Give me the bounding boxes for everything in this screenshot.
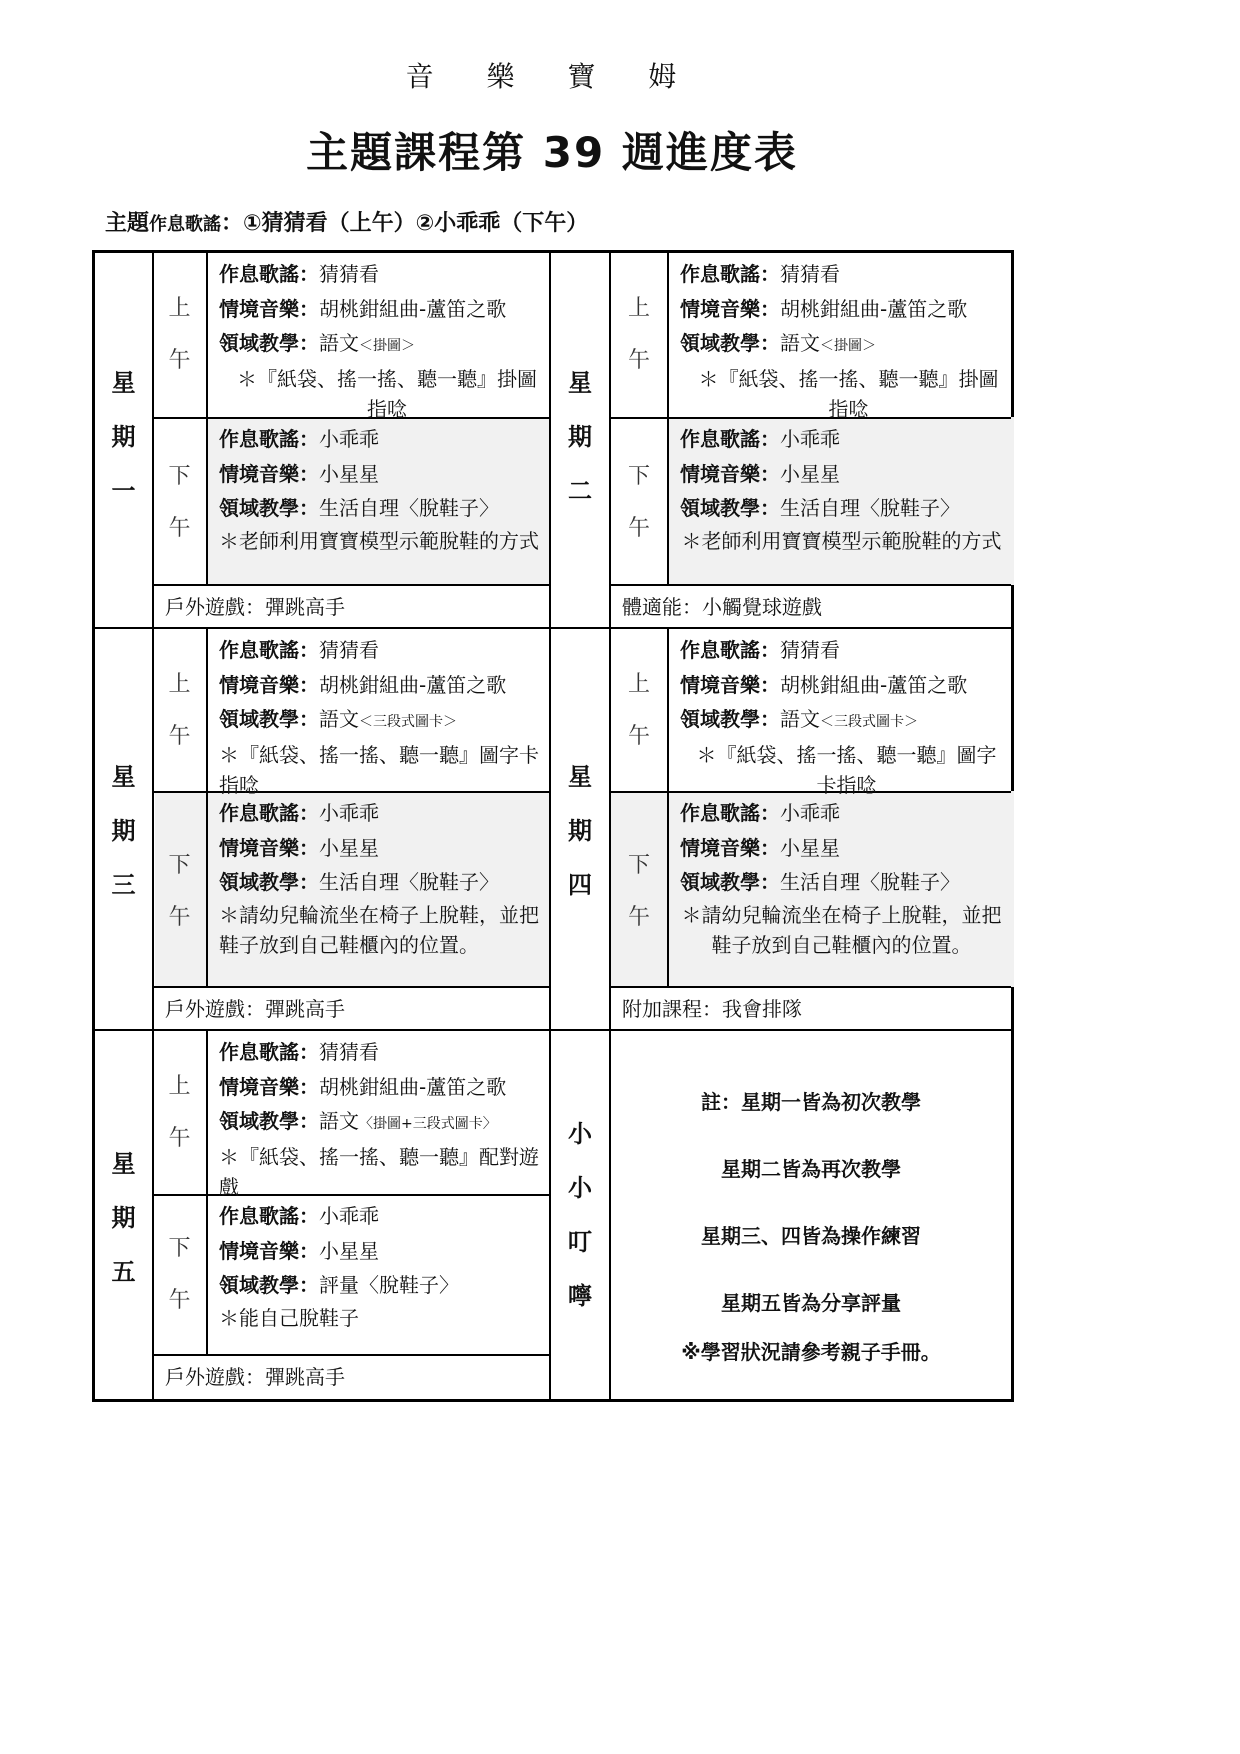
reminder-line: 星期三、四皆為操作練習: [701, 1224, 921, 1248]
wednesday-am-label: 上 午: [168, 672, 191, 749]
day-thursday-label: 星 期 四: [568, 763, 592, 899]
subtitle-small: 作息歌謠: [149, 214, 222, 235]
tuesday-am-note: ＊『紙袋、搖一搖、聽一聽』掛圖指唸: [698, 366, 999, 421]
reminder-line: 星期二皆為再次教學: [721, 1157, 901, 1181]
thursday-extra: 附加課程：我會排隊: [622, 997, 802, 1021]
tuesday-pm-note: ＊老師利用寶寶模型示範脫鞋的方式: [681, 528, 1002, 553]
wednesday-am-cell: 作息歌謠：猜猜看 情境音樂：胡桃鉗組曲-蘆笛之歌 領域教學：語文＜三段式圖卡＞ ＊『紙袋、搖一搖、聽一聽』圖字卡指唸: [208, 629, 549, 791]
thursday-am-label: 上 午: [627, 672, 650, 749]
friday-am-label: 上 午: [168, 1074, 191, 1151]
monday-am-note: ＊『紙袋、搖一搖、聽一聽』掛圖指唸: [237, 366, 537, 421]
schedule-table: [92, 250, 1014, 1402]
reminder-line: 註：星期一皆為初次教學: [701, 1090, 921, 1114]
thursday-am-cell: 作息歌謠：猜猜看 情境音樂：胡桃鉗組曲-蘆笛之歌 領域教學：語文＜三段式圖卡＞ ＊『紙袋、搖一搖、聽一聽』圖字卡指唸: [669, 629, 1011, 791]
tuesday-am-cell: 作息歌謠：猜猜看 情境音樂：胡桃鉗組曲-蘆笛之歌 領域教學：語文＜掛圖＞ ＊『紙袋、搖一搖、聽一聽』掛圖指唸: [669, 253, 1011, 417]
monday-pm-cell: 作息歌謠：小乖乖 情境音樂：小星星 領域教學：生活自理〈脫鞋子〉 ＊老師利用寶寶模型示範脫鞋的方式: [208, 418, 549, 584]
thursday-pm-label: 下 午: [627, 853, 650, 930]
wednesday-pm-cell: 作息歌謠：小乖乖 情境音樂：小星星 領域教學：生活自理〈脫鞋子〉 ＊請幼兒輪流坐在椅子上脫鞋，並把鞋子放到自己鞋櫃內的位置。: [208, 792, 549, 986]
friday-pm-cell: 作息歌謠：小乖乖 情境音樂：小星星 領域教學：評量〈脫鞋子〉 ＊能自己脫鞋子: [208, 1195, 549, 1354]
friday-pm-note: ＊能自己脫鞋子: [219, 1305, 359, 1330]
friday-pm-label: 下 午: [168, 1236, 191, 1313]
friday-extra: 戶外遊戲：彈跳高手: [165, 1365, 345, 1389]
wednesday-pm-label: 下 午: [168, 853, 191, 930]
tuesday-pm-label: 下 午: [627, 464, 650, 541]
thursday-pm-cell: 作息歌謠：小乖乖 情境音樂：小星星 領域教學：生活自理〈脫鞋子〉 ＊請幼兒輪流坐在椅子上脫鞋，並把鞋子放到自己鞋櫃內的位置。: [669, 792, 1011, 986]
brand-name: 音 樂 寶 姆: [405, 60, 699, 93]
monday-pm-label: 下 午: [168, 464, 191, 541]
subtitle-lead: 主題: [105, 211, 150, 236]
reminder-label: 小 小 叮 嚀: [568, 1120, 592, 1310]
day-wednesday-label: 星 期 三: [111, 763, 136, 899]
day-tuesday-label: 星 期 二: [568, 369, 592, 505]
subtitle-rest: ：①猜猜看（上午）②小乖乖（下午）: [221, 211, 589, 236]
tuesday-extra: 體適能：小觸覺球遊戲: [622, 595, 822, 619]
thursday-am-note: ＊『紙袋、搖一搖、聽一聽』圖字卡指唸: [696, 742, 997, 797]
reminder-line: 星期五皆為分享評量: [721, 1291, 901, 1315]
tuesday-am-label: 上 午: [627, 296, 650, 373]
friday-am-note: ＊『紙袋、搖一搖、聽一聽』配對遊戲: [219, 1144, 539, 1199]
tuesday-pm-cell: 作息歌謠：小乖乖 情境音樂：小星星 領域教學：生活自理〈脫鞋子〉 ＊老師利用寶寶模型示範脫鞋的方式: [669, 418, 1011, 584]
theme-subtitle: [105, 206, 588, 237]
wednesday-pm-note: ＊請幼兒輪流坐在椅子上脫鞋，並把鞋子放到自己鞋櫃內的位置。: [219, 902, 539, 957]
monday-am-label: 上 午: [168, 296, 191, 373]
monday-pm-note: ＊老師利用寶寶模型示範脫鞋的方式: [219, 528, 539, 553]
page-title: 主題課程第 39 週進度表: [306, 128, 798, 177]
monday-extra: 戶外遊戲：彈跳高手: [165, 595, 345, 619]
day-monday-label: 星 期 一: [111, 369, 136, 505]
reminder-notes: [611, 1031, 1011, 1399]
friday-am-cell: 作息歌謠：猜猜看 情境音樂：胡桃鉗組曲-蘆笛之歌 領域教學：語文〈掛圖+三段式圖卡〉 ＊『紙袋、搖一搖、聽一聽』配對遊戲: [208, 1031, 549, 1194]
monday-am-cell: 作息歌謠：猜猜看 情境音樂：胡桃鉗組曲-蘆笛之歌 領域教學：語文＜掛圖＞ ＊『紙袋、搖一搖、聽一聽』掛圖指唸: [208, 253, 549, 417]
reminder-line: ※學習狀況請參考親子手冊。: [681, 1340, 941, 1364]
wednesday-am-note: ＊『紙袋、搖一搖、聽一聽』圖字卡指唸: [219, 742, 539, 797]
wednesday-extra: 戶外遊戲：彈跳高手: [165, 997, 345, 1021]
day-friday-label: 星 期 五: [111, 1150, 136, 1286]
thursday-pm-note: ＊請幼兒輪流坐在椅子上脫鞋，並把鞋子放到自己鞋櫃內的位置。: [681, 902, 1002, 957]
